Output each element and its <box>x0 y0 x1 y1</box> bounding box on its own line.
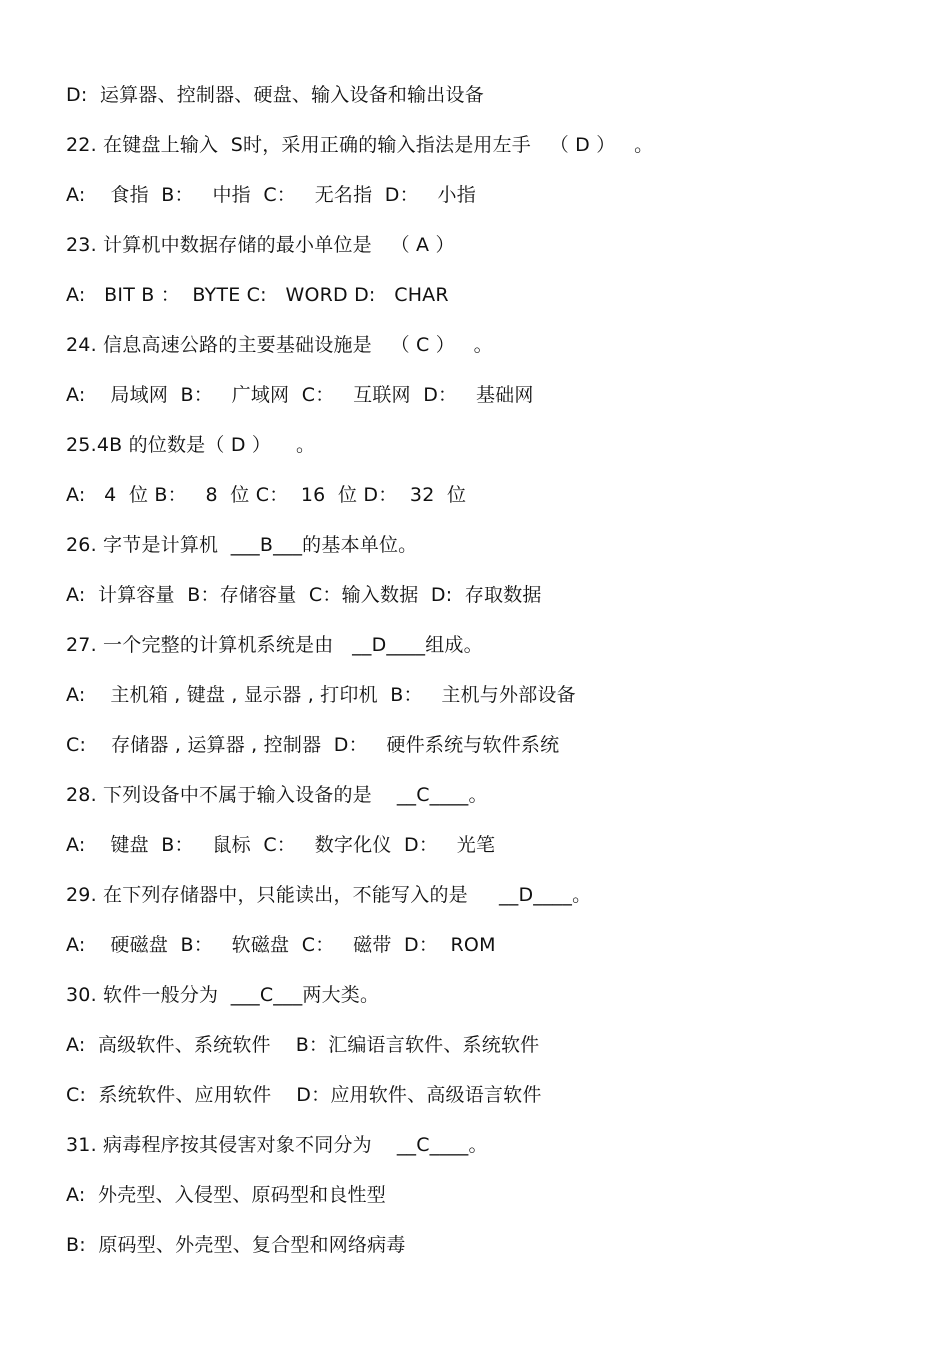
text-line-question-29: 29. 在下列存储器中，只能读出，不能写入的是 __D____。 <box>66 884 592 906</box>
text-line-options-q27-ab: A: 主机箱 , 键盘 , 显示器 , 打印机 B： 主机与外部设备 <box>66 684 576 706</box>
text-line-option-b-q31: B: 原码型、外壳型、复合型和网络病毒 <box>66 1234 406 1256</box>
text-line-question-31: 31. 病毒程序按其侵害对象不同分为 __C____。 <box>66 1134 488 1156</box>
text-line-options-q26: A: 计算容量 B：存储容量 C：输入数据 D: 存取数据 <box>66 584 542 606</box>
text-line-question-22: 22. 在键盘上输入 S时，采用正确的输入指法是用左手 （ D ） 。 <box>66 134 654 156</box>
text-line-options-q23: A: BIT B ： BYTE C: WORD D: CHAR <box>66 284 449 306</box>
text-line-options-q30-cd: C: 系统软件、应用软件 D：应用软件、高级语言软件 <box>66 1084 542 1106</box>
text-line-options-q27-cd: C: 存储器 , 运算器 , 控制器 D： 硬件系统与软件系统 <box>66 734 560 756</box>
text-line-question-27: 27. 一个完整的计算机系统是由 __D____组成。 <box>66 634 483 656</box>
text-line-options-q22: A: 食指 B： 中指 C： 无名指 D： 小指 <box>66 184 476 206</box>
text-line-question-23: 23. 计算机中数据存储的最小单位是 （ A ） <box>66 234 455 256</box>
text-line-question-25: 25.4B 的位数是（ D ） 。 <box>66 434 316 456</box>
text-line-options-q29: A: 硬磁盘 B： 软磁盘 C： 磁带 D： ROM <box>66 934 496 956</box>
text-line-question-24: 24. 信息高速公路的主要基础设施是 （ C ） 。 <box>66 334 493 356</box>
text-line-question-28: 28. 下列设备中不属于输入设备的是 __C____。 <box>66 784 488 806</box>
text-line-options-q28: A: 键盘 B： 鼠标 C： 数字化仪 D： 光笔 <box>66 834 496 856</box>
text-line-options-q25: A: 4 位 B： 8 位 C： 16 位 D： 32 位 <box>66 484 467 506</box>
text-line-question-30: 30. 软件一般分为 ___C___两大类。 <box>66 984 380 1006</box>
text-line-option-d-q21: D: 运算器、控制器、硬盘、输入设备和输出设备 <box>66 84 484 106</box>
text-line-options-q30-ab: A: 高级软件、系统软件 B：汇编语言软件、系统软件 <box>66 1034 540 1056</box>
text-line-option-a-q31: A: 外壳型、入侵型、原码型和良性型 <box>66 1184 386 1206</box>
text-line-question-26: 26. 字节是计算机 ___B___的基本单位。 <box>66 534 418 556</box>
text-line-options-q24: A: 局域网 B： 广域网 C： 互联网 D： 基础网 <box>66 384 534 406</box>
